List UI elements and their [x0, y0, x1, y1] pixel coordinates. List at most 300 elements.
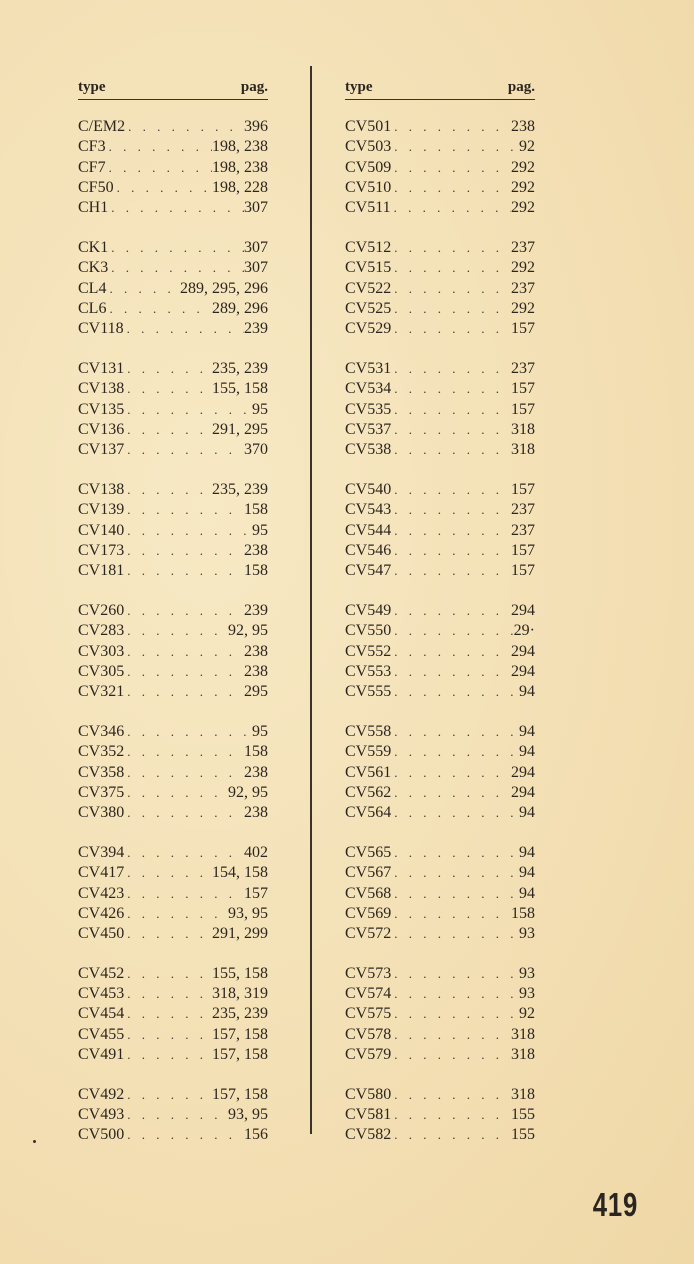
index-entry: [345, 440, 535, 460]
page-reference: 237: [511, 359, 535, 377]
page-reference: 92, 95: [228, 783, 268, 801]
tube-type: CV455: [78, 1025, 125, 1043]
dot-leader: [391, 722, 519, 742]
index-entry: [345, 117, 535, 137]
tube-type: CV375: [78, 783, 125, 801]
index-entry: [78, 1105, 268, 1125]
page-reference: 95: [252, 722, 268, 740]
index-entry: [78, 904, 268, 924]
entry-group: [78, 238, 268, 339]
dot-leader: [391, 984, 519, 1004]
page-reference: 291, 299: [212, 925, 268, 943]
page-reference: 239: [244, 320, 268, 338]
index-entry: [78, 178, 268, 198]
index-entry: [78, 521, 268, 541]
tube-type: CV135: [78, 400, 125, 418]
entry-group: [345, 601, 535, 702]
tube-type: CV140: [78, 521, 125, 539]
page-reference: 289, 295, 296: [180, 279, 268, 297]
tube-type: CV525: [345, 299, 392, 317]
dot-leader: [124, 763, 244, 783]
index-entry: [78, 541, 268, 561]
index-entry: [78, 420, 268, 440]
page-reference: 94: [519, 804, 535, 822]
index-entry: [78, 440, 268, 460]
index-entry: [78, 258, 268, 278]
dot-leader: [391, 440, 511, 460]
page-reference: 402: [244, 843, 268, 861]
index-entry: [345, 984, 535, 1004]
page-reference: 238: [244, 642, 268, 660]
page-reference: 158: [244, 743, 268, 761]
dot-leader: [391, 521, 511, 541]
tube-type: CV305: [78, 662, 125, 680]
tube-type: CK1: [78, 238, 109, 256]
index-entry: [78, 561, 268, 581]
tube-type: CV173: [78, 541, 125, 559]
dot-leader: [391, 682, 519, 702]
page-reference: 92: [519, 138, 535, 156]
page-reference: 93, 95: [228, 1106, 268, 1124]
dot-leader: [391, 279, 511, 299]
tube-type: CV136: [78, 420, 125, 438]
page-reference: 154, 158: [212, 864, 268, 882]
index-entry: [345, 1045, 535, 1065]
dot-leader: [114, 178, 212, 198]
index-entry: [78, 480, 268, 500]
page-reference: 294: [511, 783, 535, 801]
page-reference: 295: [244, 683, 268, 701]
tube-type: CV139: [78, 501, 125, 519]
page-reference: 238: [244, 763, 268, 781]
dot-leader: [391, 359, 511, 379]
page-reference: 94: [519, 884, 535, 902]
tube-type: CV537: [345, 420, 392, 438]
page-reference: 157: [511, 400, 535, 418]
dot-leader: [124, 541, 244, 561]
index-entry: [78, 238, 268, 258]
page-reference: 307: [244, 259, 268, 277]
dot-leader: [124, 440, 244, 460]
tube-type: CV535: [345, 400, 392, 418]
index-entry: [78, 319, 268, 339]
index-entry: [78, 964, 268, 984]
dot-leader: [108, 198, 244, 218]
dot-leader: [124, 359, 212, 379]
tube-type: CV574: [345, 985, 392, 1003]
entry-group: [78, 359, 268, 460]
index-entry: [78, 884, 268, 904]
page-reference: 157: [511, 541, 535, 559]
index-entry: [78, 198, 268, 218]
index-entry: [345, 137, 535, 157]
tube-type: CV501: [345, 118, 392, 135]
tube-type: CV572: [345, 925, 392, 943]
page-reference: 157, 158: [212, 1025, 268, 1043]
tube-type: CF50: [78, 178, 114, 196]
tube-type: CV573: [345, 964, 392, 982]
page-reference: 318: [511, 1046, 535, 1064]
tube-type: CV423: [78, 884, 125, 902]
page-reference: 318: [511, 420, 535, 438]
page-reference: 158: [244, 501, 268, 519]
entry-group: [345, 359, 535, 460]
tube-type: CV500: [78, 1126, 125, 1144]
left-entry-groups: [78, 117, 268, 1146]
dot-leader: [391, 863, 519, 883]
index-entry: [345, 500, 535, 520]
tube-type: CF7: [78, 158, 106, 176]
page-reference: 94: [519, 843, 535, 861]
index-entry: [345, 158, 535, 178]
index-entry: [78, 783, 268, 803]
dot-leader: [124, 1105, 228, 1125]
dot-leader: [391, 1105, 511, 1125]
dot-leader: [391, 420, 511, 440]
dot-leader: [124, 1004, 212, 1024]
dot-leader: [125, 117, 244, 137]
tube-type: CV580: [345, 1085, 392, 1103]
dot-leader: [124, 1025, 212, 1045]
index-entry: [78, 682, 268, 702]
dot-leader: [391, 137, 519, 157]
tube-type: CV546: [345, 541, 392, 559]
index-entry: [345, 178, 535, 198]
dot-leader: [124, 521, 252, 541]
index-entry: [78, 863, 268, 883]
index-entry: [345, 279, 535, 299]
page-reference: 157: [244, 884, 268, 902]
dot-leader: [124, 621, 228, 641]
dot-leader: [391, 924, 519, 944]
page-reference: 157: [511, 480, 535, 498]
tube-type: CV564: [345, 804, 392, 822]
tube-type: CV558: [345, 722, 392, 740]
page-reference: 318: [511, 441, 535, 459]
index-entry: [345, 722, 535, 742]
tube-type: CV522: [345, 279, 392, 297]
page-heading: pag.: [240, 79, 268, 95]
index-entry: [345, 541, 535, 561]
index-entry: [78, 621, 268, 641]
dot-leader: [124, 601, 244, 621]
tube-type: CV553: [345, 662, 392, 680]
index-entry: [78, 803, 268, 823]
dot-leader: [391, 158, 511, 178]
tube-type: CV567: [345, 864, 392, 882]
tube-type: CV509: [345, 158, 392, 176]
index-entry: [345, 964, 535, 984]
tube-type: CV346: [78, 722, 125, 740]
tube-type: CV417: [78, 864, 125, 882]
tube-type: CV559: [345, 743, 392, 761]
page-reference: 157, 158: [212, 1085, 268, 1103]
tube-type: CV283: [78, 622, 125, 640]
tube-type: CV321: [78, 683, 125, 701]
dot-leader: [124, 1045, 212, 1065]
index-entry: [345, 521, 535, 541]
dot-leader: [391, 379, 511, 399]
index-entry: [345, 763, 535, 783]
dot-leader: [391, 541, 511, 561]
page-reference: 294: [511, 763, 535, 781]
tube-type: CV582: [345, 1126, 392, 1144]
tube-type: CV454: [78, 1005, 125, 1023]
dot-leader: [124, 803, 244, 823]
page-reference: 94: [519, 683, 535, 701]
tube-type: CV453: [78, 985, 125, 1003]
tube-type: CV555: [345, 683, 392, 701]
tube-type: CK3: [78, 259, 109, 277]
page-reference: 237: [511, 501, 535, 519]
page-reference: 155: [511, 1126, 535, 1144]
index-entry: [78, 1085, 268, 1105]
page-reference: 155, 158: [212, 964, 268, 982]
tube-type: CV137: [78, 441, 125, 459]
tube-type: CV303: [78, 642, 125, 660]
entry-group: [78, 480, 268, 581]
page-reference: 156: [244, 1126, 268, 1144]
tube-type: CV579: [345, 1046, 392, 1064]
page-reference: 238: [244, 541, 268, 559]
index-entry: [345, 1105, 535, 1125]
tube-type: CV575: [345, 1005, 392, 1023]
page-reference: 294: [511, 642, 535, 660]
index-entry: [345, 561, 535, 581]
page-reference: 318: [511, 1025, 535, 1043]
tube-type: CL4: [78, 279, 107, 297]
page-reference: 238: [244, 662, 268, 680]
dot-leader: [124, 742, 244, 762]
entry-group: [345, 722, 535, 823]
dot-leader: [391, 904, 511, 924]
dot-leader: [124, 319, 244, 339]
left-column: [78, 70, 268, 1165]
index-entry: [78, 359, 268, 379]
index-entry: [78, 1045, 268, 1065]
index-entry: [345, 1085, 535, 1105]
tube-type: CV358: [78, 763, 125, 781]
index-entry: [345, 1004, 535, 1024]
page-reference: 292: [511, 199, 535, 217]
index-entry: [345, 379, 535, 399]
entry-group: [345, 117, 535, 218]
page-reference: 307: [244, 199, 268, 217]
dot-leader: [124, 1085, 212, 1105]
index-entry: [345, 843, 535, 863]
page-reference: 158: [511, 904, 535, 922]
dot-leader: [124, 642, 244, 662]
dot-leader: [391, 843, 519, 863]
tube-type: CV138: [78, 480, 125, 498]
dot-leader: [391, 621, 513, 641]
right-column-header: [345, 70, 535, 100]
dot-leader: [391, 178, 511, 198]
page-reference: 29·: [513, 622, 535, 640]
index-entry: [78, 722, 268, 742]
index-entry: [78, 1025, 268, 1045]
index-entry: [345, 682, 535, 702]
type-heading: type: [345, 79, 373, 95]
index-entry: [345, 299, 535, 319]
tube-type: CV493: [78, 1106, 125, 1124]
index-entry: [78, 843, 268, 863]
page-reference: 93: [519, 964, 535, 982]
page-reference: 294: [511, 601, 535, 619]
page-reference: 93: [519, 925, 535, 943]
index-entry: [345, 924, 535, 944]
dot-leader: [124, 420, 212, 440]
dot-leader: [124, 1125, 244, 1145]
tube-type: CV561: [345, 763, 392, 781]
tube-type: CV543: [345, 501, 392, 519]
index-entry: [78, 601, 268, 621]
index-entry: [78, 137, 268, 157]
dot-leader: [391, 117, 511, 137]
tube-type: CV450: [78, 925, 125, 943]
tube-type: CV538: [345, 441, 392, 459]
index-entry: [78, 279, 268, 299]
tube-type: CV581: [345, 1106, 392, 1124]
page-reference: 95: [252, 521, 268, 539]
dot-leader: [391, 1025, 511, 1045]
type-heading: type: [78, 79, 106, 95]
page-reference: 94: [519, 743, 535, 761]
dot-leader: [391, 601, 511, 621]
page-reference: 235, 239: [212, 359, 268, 377]
index-entry: [78, 662, 268, 682]
dot-leader: [124, 884, 244, 904]
dot-leader: [106, 299, 212, 319]
dot-leader: [391, 1004, 519, 1024]
dot-leader: [391, 258, 511, 278]
tube-type: CV544: [345, 521, 392, 539]
index-entry: [345, 400, 535, 420]
tube-type: C/EM2: [78, 118, 126, 135]
page-reference: 318, 319: [212, 985, 268, 1003]
right-entry-groups: [345, 117, 535, 1146]
page-reference: 92: [519, 1005, 535, 1023]
index-entry: [345, 1025, 535, 1045]
entry-group: [78, 843, 268, 944]
dot-leader: [391, 742, 519, 762]
index-entry: [345, 803, 535, 823]
page-reference: 370: [244, 441, 268, 459]
index-entry: [78, 642, 268, 662]
dot-leader: [391, 1125, 511, 1145]
page-reference: 198, 238: [212, 158, 268, 176]
dot-leader: [391, 662, 511, 682]
index-entry: [345, 319, 535, 339]
index-entry: [345, 742, 535, 762]
page-reference: 237: [511, 521, 535, 539]
index-entry: [78, 763, 268, 783]
tube-type: CV562: [345, 783, 392, 801]
index-entry: [345, 662, 535, 682]
tube-type: CV550: [345, 622, 392, 640]
tube-type: CV578: [345, 1025, 392, 1043]
dot-leader: [391, 561, 511, 581]
dot-leader: [391, 480, 511, 500]
index-entry: [78, 400, 268, 420]
index-entry: [78, 984, 268, 1004]
page-number: 419: [592, 1186, 638, 1223]
entry-group: [78, 722, 268, 823]
page-reference: 292: [511, 259, 535, 277]
page-reference: 318: [511, 1085, 535, 1103]
print-speck: [33, 1140, 36, 1143]
page-reference: 157: [511, 320, 535, 338]
dot-leader: [124, 561, 244, 581]
index-entry: [78, 742, 268, 762]
index-entry: [78, 117, 268, 137]
dot-leader: [391, 884, 519, 904]
entry-group: [345, 238, 535, 339]
dot-leader: [124, 863, 212, 883]
tube-type: CV394: [78, 843, 125, 861]
page-reference: 294: [511, 662, 535, 680]
dot-leader: [124, 904, 228, 924]
tube-type: CV534: [345, 380, 392, 398]
page-reference: 239: [244, 601, 268, 619]
index-entry: [78, 924, 268, 944]
page-reference: 292: [511, 299, 535, 317]
index-entry: [345, 904, 535, 924]
page-reference: 291, 295: [212, 420, 268, 438]
tube-type: CV503: [345, 138, 392, 156]
page-reference: 93, 95: [228, 904, 268, 922]
index-entry: [345, 601, 535, 621]
page-reference: 95: [252, 400, 268, 418]
tube-type: CH1: [78, 199, 109, 217]
index-entry: [78, 158, 268, 178]
tube-type: CV565: [345, 843, 392, 861]
tube-type: CV511: [345, 199, 391, 217]
dot-leader: [391, 642, 511, 662]
entry-group: [345, 480, 535, 581]
index-entry: [78, 299, 268, 319]
page-reference: 235, 239: [212, 1005, 268, 1023]
tube-type: CV552: [345, 642, 392, 660]
index-entry: [78, 379, 268, 399]
entry-group: [345, 964, 535, 1065]
page-reference: 157, 158: [212, 1046, 268, 1064]
tube-type: CV118: [78, 320, 124, 338]
tube-type: CV380: [78, 804, 125, 822]
dot-leader: [124, 400, 252, 420]
left-column-header: [78, 70, 268, 100]
tube-type: CV512: [345, 238, 392, 256]
dot-leader: [108, 238, 244, 258]
index-entry: [78, 1004, 268, 1024]
page-reference: 155: [511, 1106, 535, 1124]
page-reference: 237: [511, 238, 535, 256]
tube-type: CV491: [78, 1046, 125, 1064]
dot-leader: [391, 198, 511, 218]
dot-leader: [108, 258, 244, 278]
dot-leader: [124, 500, 244, 520]
dot-leader: [391, 1045, 511, 1065]
index-entry: [345, 258, 535, 278]
entry-group: [78, 117, 268, 218]
tube-type: CV138: [78, 380, 125, 398]
dot-leader: [124, 480, 212, 500]
tube-type: CV492: [78, 1085, 125, 1103]
page-reference: 198, 228: [212, 178, 268, 196]
index-entry: [78, 1125, 268, 1145]
dot-leader: [124, 964, 212, 984]
page-reference: 238: [511, 118, 535, 135]
